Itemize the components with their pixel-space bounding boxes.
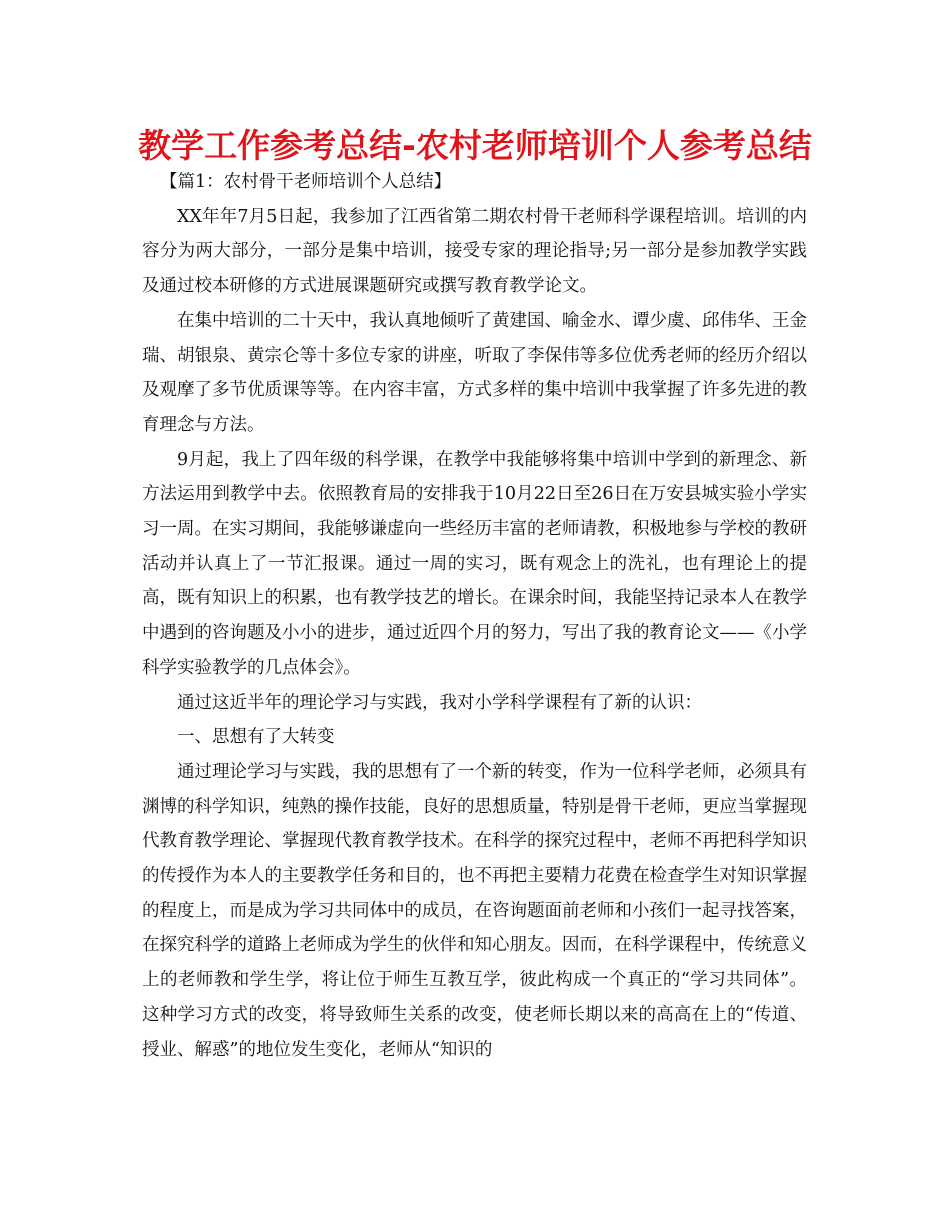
subheading: 一、思想有了大转变 [177,727,335,748]
document-title: 教学工作参考总结-农村老师培训个人参考总结 [138,126,812,165]
paragraph: 通过这近半年的理论学习与实践，我对小学科学课程有了新的认识： [177,692,702,713]
paragraph: 9月起，我上了四年级的科学课，在教学中我能够将集中培训中学到的新理念、新方法运用到教学中去。依照教育局的安排我于10月22日至26日在万安县城实验小学实习一周。在实习期间，我能够谦虚向一些经历丰富的老师请教，积极地参与学校的教研活动并认真上了一节汇报课。通过一周的实习，既有观念上的洗礼，也有理论上的提高，既有知识上的积累，也有教学技艺的增长。在课余时间，我能坚持记录本人在教学中遇到的咨询题及小小的进步，通过近四个月的努力，写出了我的教育论文——《小学科学实验教学的几点体会》。 [142,449,807,678]
section-heading: 【篇1：农村骨干老师培训个人总结】 [160,172,452,192]
paragraph: 在集中培训的二十天中，我认真地倾听了黄建国、喻金水、谭少虞、邱伟华、王金瑞、胡银泉、黄宗仑等十多位专家的讲座，听取了李保伟等多位优秀老师的经历介绍以及观摩了多节优质课等等。在内容丰富，方式多样的集中培训中我掌握了许多先进的教育理念与方法。 [142,310,807,435]
paragraph: 通过理论学习与实践，我的思想有了一个新的转变，作为一位科学老师，必须具有渊博的科学知识，纯熟的操作技能，良好的思想质量，特别是骨干老师，更应当掌握现代教育教学理论、掌握现代教育教学技术。在科学的探究过程中，老师不再把科学知识的传授作为本人的主要教学任务和目的，也不再把主要精力花费在检查学生对知识掌握的程度上，而是成为学习共同体中的成员，在咨询题面前老师和小孩们一起寻找答案，在探究科学的道路上老师成为学生的伙伴和知心朋友。因而，在科学课程中，传统意义上的老师教和学生学，将让位于师生互教互学，彼此构成一个真正的“学习共同体”。这种学习方式的改变，将导致师生关系的改变，使老师长期以来的高高在上的“传道、授业、解惑”的地位发生变化，老师从“知识的 [142,761,807,1060]
document-body [142,165,807,1067]
paragraph: XX年年7月5日起，我参加了江西省第二期农村骨干老师科学课程培训。培训的内容分为两大部分，一部分是集中培训，接受专家的理论指导;另一部分是参加教学实践及通过校本研修的方式进展课题研究或撰写教育教学论文。 [142,206,807,297]
